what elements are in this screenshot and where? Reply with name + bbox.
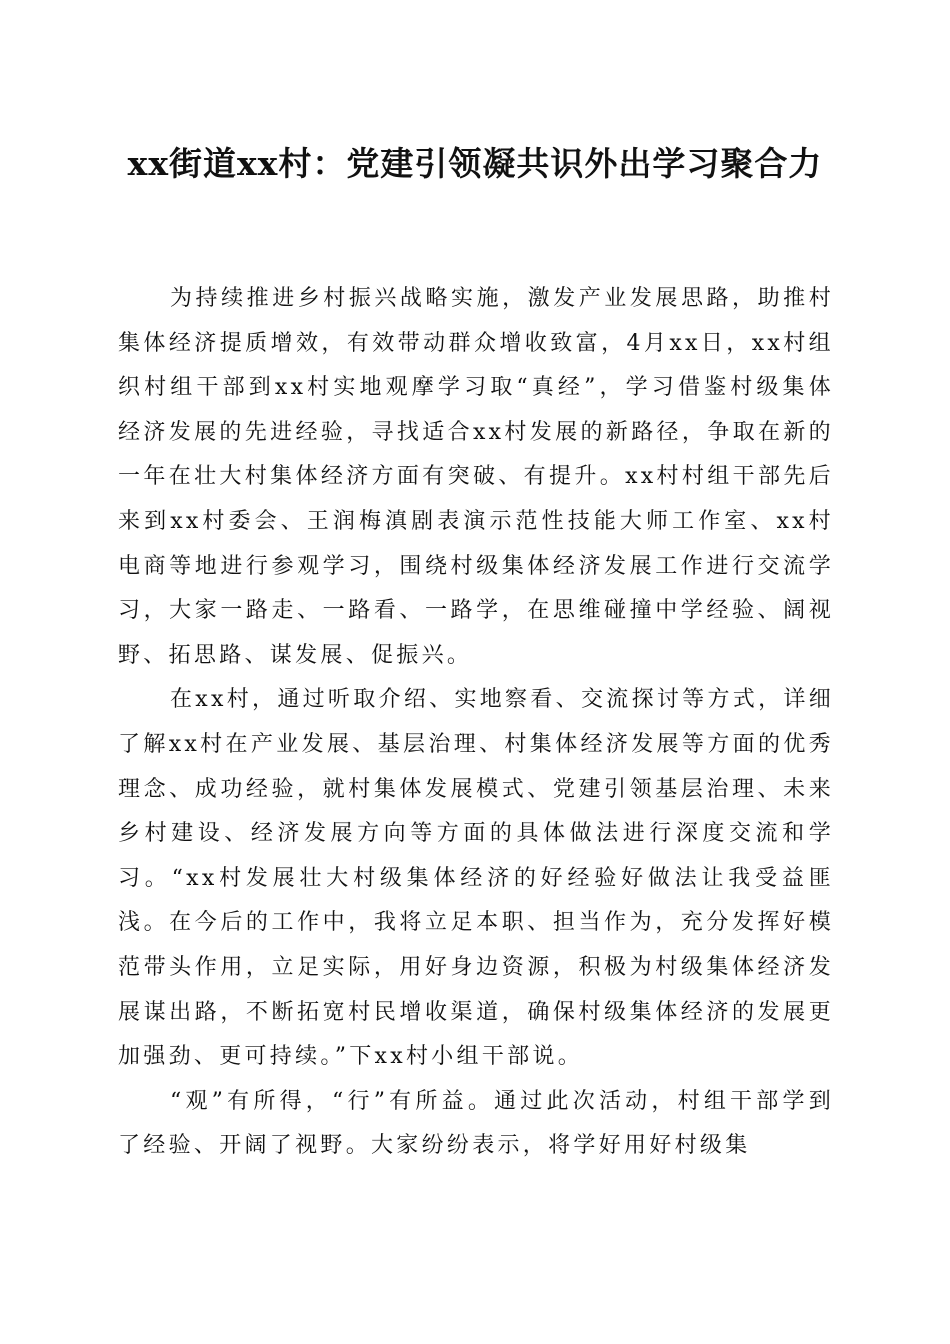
- document-body: [118, 277, 834, 1169]
- paragraph-3: “观”有所得，“行”有所益。通过此次活动，村组干部学到了经验、开阔了视野。大家纷纷表示，将学好用好村级集: [118, 1088, 834, 1159]
- paragraph-1: 为持续推进乡村振兴战略实施，激发产业发展思路，助推村集体经济提质增效，有效带动群众增收致富，4月xx日，xx村组织村组干部到xx村实地观摩学习取“真经”，学习借鉴村级集体经济发展的先进经验，寻找适合xx村发展的新路径，争取在新的一年在壮大村集体经济方面有突破、有提升。xx村村组干部先后来到xx村委会、王润梅滇剧表演示范性技能大师工作室、xx村电商等地进行参观学习，围绕村级集体经济发展工作进行交流学习，大家一路走、一路看、一路学，在思维碰撞中学经验、阔视野、拓思路、谋发展、促振兴。: [118, 286, 834, 668]
- paragraph-2: 在xx村，通过听取介绍、实地察看、交流探讨等方式，详细了解xx村在产业发展、基层治理、村集体经济发展等方面的优秀理念、成功经验，就村集体发展模式、党建引领基层治理、未来乡村建设、经济发展方向等方面的具体做法进行深度交流和学习。“xx村发展壮大村级集体经济的好经验好做法让我受益匪浅。在今后的工作中，我将立足本职、担当作为，充分发挥好模范带头作用，立足实际，用好身边资源，积极为村级集体经济发展谋出路，不断拓宽村民增收渠道，确保村级集体经济的发展更加强劲、更可持续。”下xx村小组干部说。: [118, 687, 834, 1070]
- document-title: xx街道xx村：党建引领凝共识外出学习聚合力: [127, 144, 823, 183]
